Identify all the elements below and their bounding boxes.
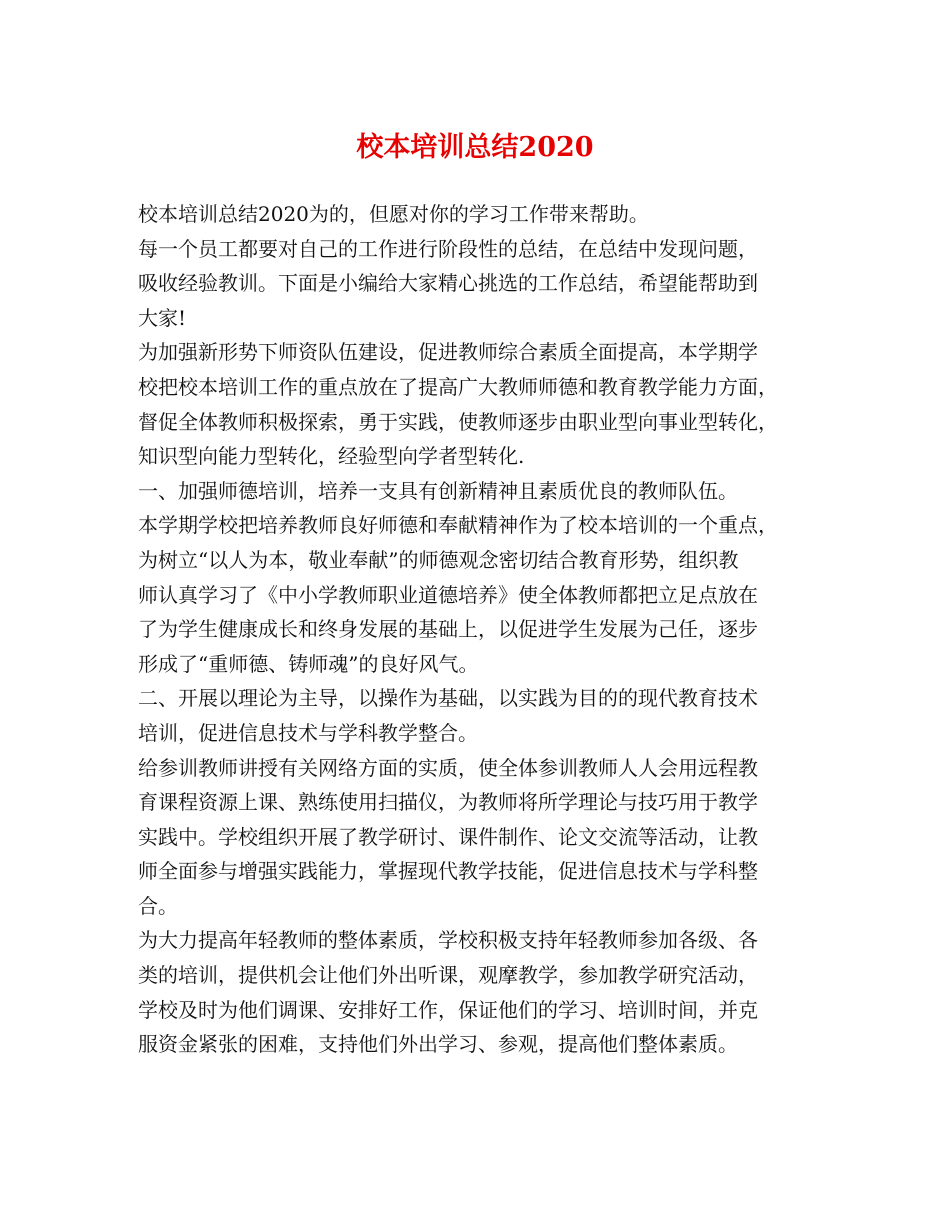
text-line: 了为学生健康成长和终身发展的基础上，以促进学生发展为己任，逐步 (138, 617, 758, 642)
text-line: 师全面参与增强实践能力，掌握现代教学技能，促进信息技术与学科整 (138, 859, 758, 884)
text-line: 为大力提高年轻教师的整体素质，学校积极支持年轻教师参加各级、各 (138, 928, 758, 953)
text-line: 大家! (138, 305, 187, 330)
document-body (138, 197, 818, 1062)
text-line: 给参训教师讲授有关网络方面的实质，使全体参训教师人人会用远程教 (138, 755, 758, 780)
text-line: 实践中。学校组织开展了教学研讨、课件制作、论文交流等活动，让教 (138, 824, 758, 849)
text-line: 督促全体教师积极探索，勇于实践，使教师逐步由职业型向事业型转化， (138, 409, 778, 434)
text-line: 合。 (138, 893, 178, 918)
text-line: 学校及时为他们调课、安排好工作，保证他们的学习、培训时间，并克 (138, 997, 758, 1022)
text-line: 本学期学校把培养教师良好师德和奉献精神作为了校本培训的一个重点， (138, 513, 778, 538)
text-line: 校本培训总结2020为的，但愿对你的学习工作带来帮助。 (138, 202, 649, 226)
text-line: 知识型向能力型转化，经验型向学者型转化. (138, 444, 525, 469)
text-line: 一、加强师德培训，培养一支具有创新精神且素质优良的教师队伍。 (138, 478, 738, 503)
text-line: 校把校本培训工作的重点放在了提高广大教师师德和教育教学能力方面， (138, 374, 778, 399)
document-title: 校本培训总结2020 (356, 132, 594, 163)
text-line: 吸收经验教训。下面是小编给大家精心挑选的工作总结，希望能帮助到 (138, 271, 758, 296)
text-line: 服资金紧张的困难，支持他们外出学习、参观，提高他们整体素质。 (138, 1032, 738, 1057)
text-line: 形成了“重师德、铸师魂”的良好风气。 (138, 651, 479, 676)
text-line: 培训，促进信息技术与学科教学整合。 (138, 720, 478, 745)
text-line: 为加强新形势下师资队伍建设，促进教师综合素质全面提高，本学期学 (138, 340, 758, 365)
text-line: 育课程资源上课、熟练使用扫描仪，为教师将所学理论与技巧用于教学 (138, 790, 758, 815)
text-line: 每一个员工都要对自己的工作进行阶段性的总结，在总结中发现问题， (138, 236, 758, 261)
text-line: 二、开展以理论为主导，以操作为基础，以实践为目的的现代教育技术 (138, 686, 758, 711)
text-line: 类的培训，提供机会让他们外出听课，观摩教学，参加教学研究活动， (138, 963, 758, 988)
text-line: 师认真学习了《中小学教师职业道德培养》使全体教师都把立足点放在 (138, 582, 758, 607)
text-line: 为树立“以人为本，敬业奉献”的师德观念密切结合教育形势，组织教 (138, 547, 739, 572)
